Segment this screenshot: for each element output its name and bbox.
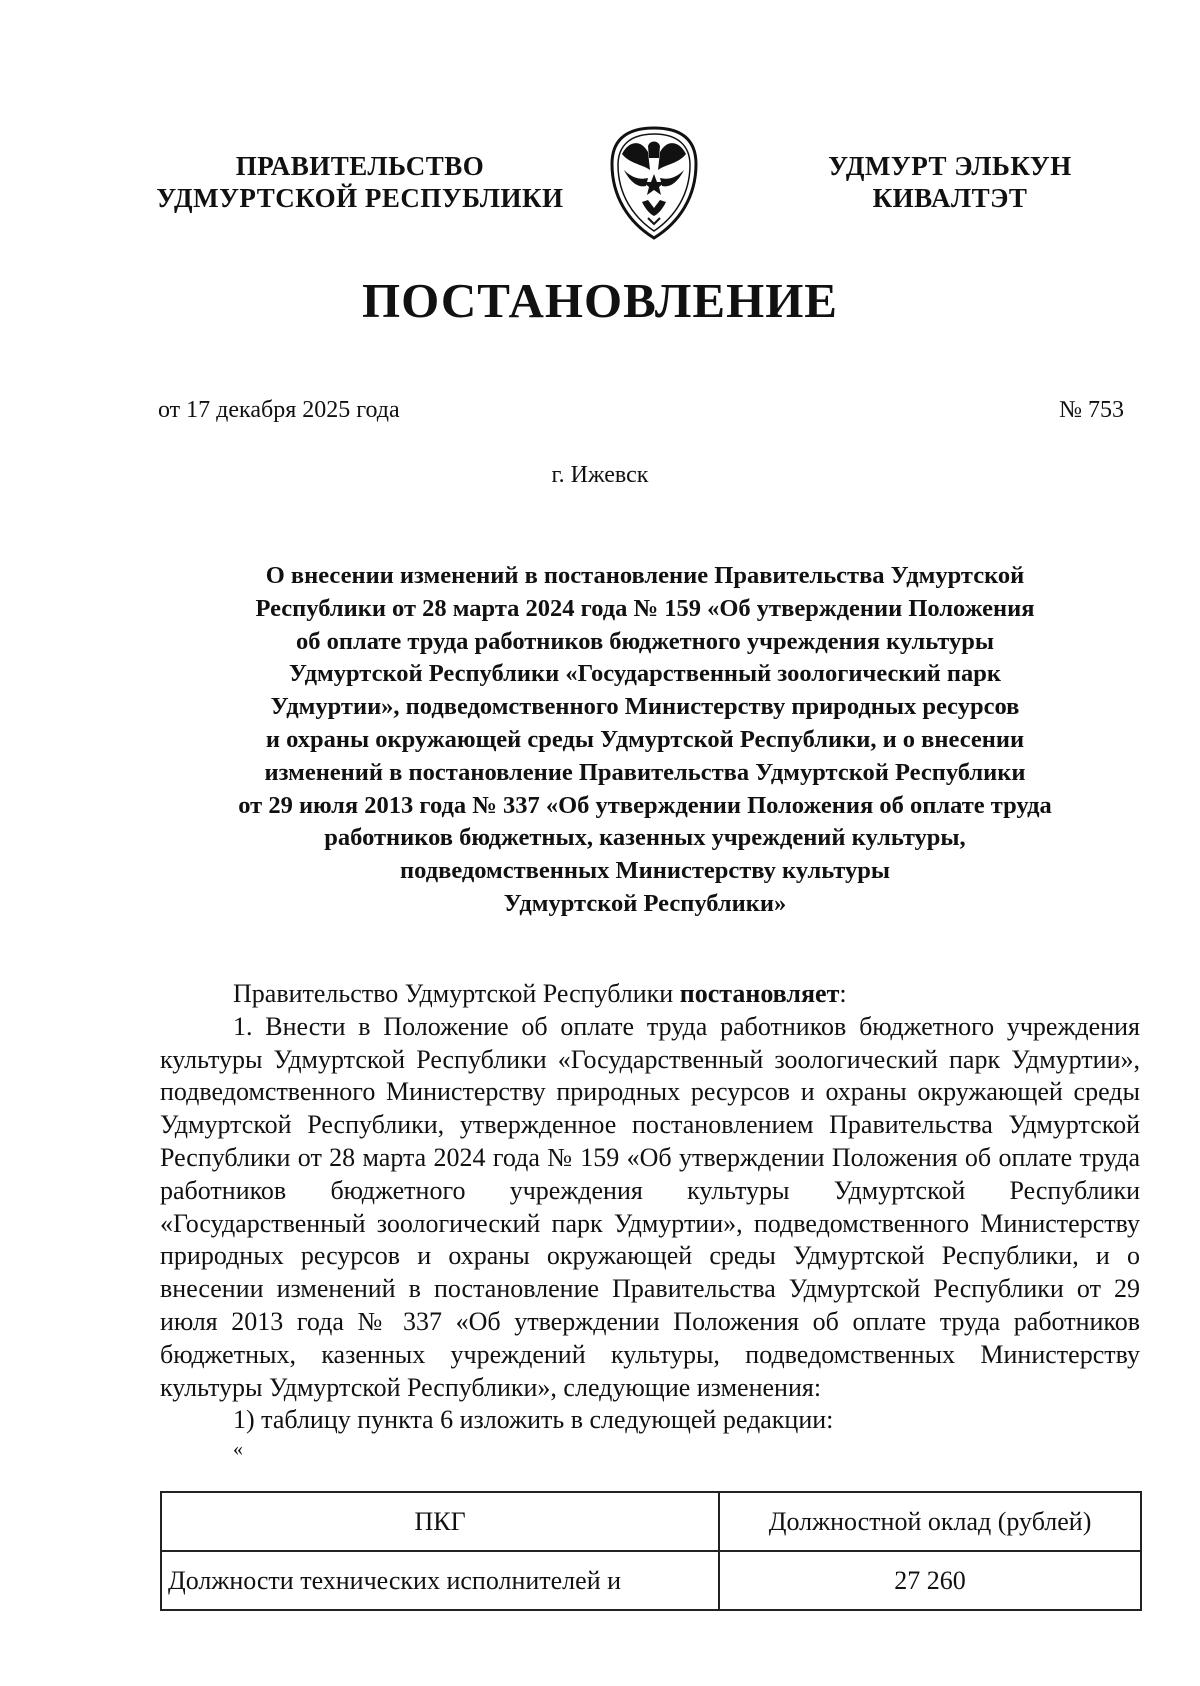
table-header-salary: Должностной оклад (рублей)	[719, 1492, 1141, 1551]
table-row	[161, 1551, 1141, 1610]
title-line: Республики от 28 марта 2024 года № 159 «Об утверждении Положения	[255, 594, 1035, 622]
document-type-heading: ПОСТАНОВЛЕНИЕ	[362, 273, 838, 328]
title-line: от 29 июля 2013 года № 337 «Об утверждении Положения об оплате труда	[238, 791, 1052, 819]
government-name-line-2: УДМУРТСКОЙ РЕСПУБЛИКИ	[156, 183, 564, 213]
document-body	[160, 978, 1140, 1461]
document-city: г. Ижевск	[551, 462, 649, 488]
title-line: об оплате труда работников бюджетного учреждения культуры	[296, 627, 994, 655]
title-line: О внесении изменений в постановление Правительства Удмуртской	[265, 562, 1025, 589]
body-item-1: 1. Внести в Положение об оплате труда работников бюджетного учреждения культуры Удмуртской Республики «Государственный зоологический парк Удмуртии», подведомственного Министерству природных ресурсов и охраны окружающей среды Удмуртской Республики, утвержденное постановлением Правительства Удмуртской Республики от 28 марта 2024 года № 159 «Об утверждении Положения об оплате труда работников бюджетного учреждения культуры Удмуртской Республики «Государственный зоологический парк Удмуртии», подведомственного Министерству природных ресурсов и охраны окружающей среды Удмуртской Республики, и о внесении изменений в постановление Правительства Удмуртской Республики от 29 июля 2013 года № 337 «Об утверждении Положения об оплате труда работников бюджетных, казенных учреждений культуры, подведомственных Министерству культуры Удмуртской Республики», следующие изменения:	[160, 1011, 1140, 1402]
government-name-russian	[150, 150, 570, 214]
body-subitem-1: 1) таблицу пункта 6 изложить в следующей редакции:	[233, 1405, 834, 1435]
title-line: и охраны окружающей среды Удмуртской Республики, и о внесении	[265, 725, 1025, 753]
table-cell-pkg: Должности технических исполнителей и	[161, 1551, 719, 1610]
quote-open-mark: «	[233, 1438, 243, 1461]
title-line: подведомственных Министерству культуры	[400, 857, 890, 885]
intro-colon: :	[839, 979, 847, 1008]
title-line: Удмуртии», подведомственного Министерству природных ресурсов	[270, 693, 1020, 721]
title-line: Удмуртской Республики «Государственный зоологический парк	[289, 660, 1001, 688]
title-line: Удмуртской Республики»	[503, 889, 787, 917]
government-name-line-1: ПРАВИТЕЛЬСТВО	[235, 151, 485, 181]
intro-bold-verb: постановляет	[679, 979, 840, 1008]
government-name-udmurt-line-2: КИВАЛТЭТ	[872, 183, 1028, 213]
body-intro	[160, 978, 1140, 1011]
government-name-udmurt	[780, 150, 1120, 214]
coat-of-arms-icon	[604, 124, 704, 242]
intro-text: Правительство Удмуртской Республики	[233, 979, 680, 1008]
government-name-udmurt-line-1: УДМУРТ ЭЛЬКУН	[828, 151, 1072, 181]
title-line: работников бюджетных, казенных учреждений культуры,	[324, 824, 966, 852]
salary-table	[160, 1491, 1142, 1611]
table-header-row	[161, 1492, 1141, 1551]
table-cell-salary: 27 260	[719, 1551, 1141, 1610]
document-title	[150, 560, 1140, 921]
document-number: № 753	[1059, 397, 1124, 423]
table-header-pkg: ПКГ	[161, 1492, 719, 1551]
title-line: изменений в постановление Правительства Удмуртской Республики	[264, 758, 1026, 786]
document-date: от 17 декабря 2025 года	[158, 397, 400, 423]
